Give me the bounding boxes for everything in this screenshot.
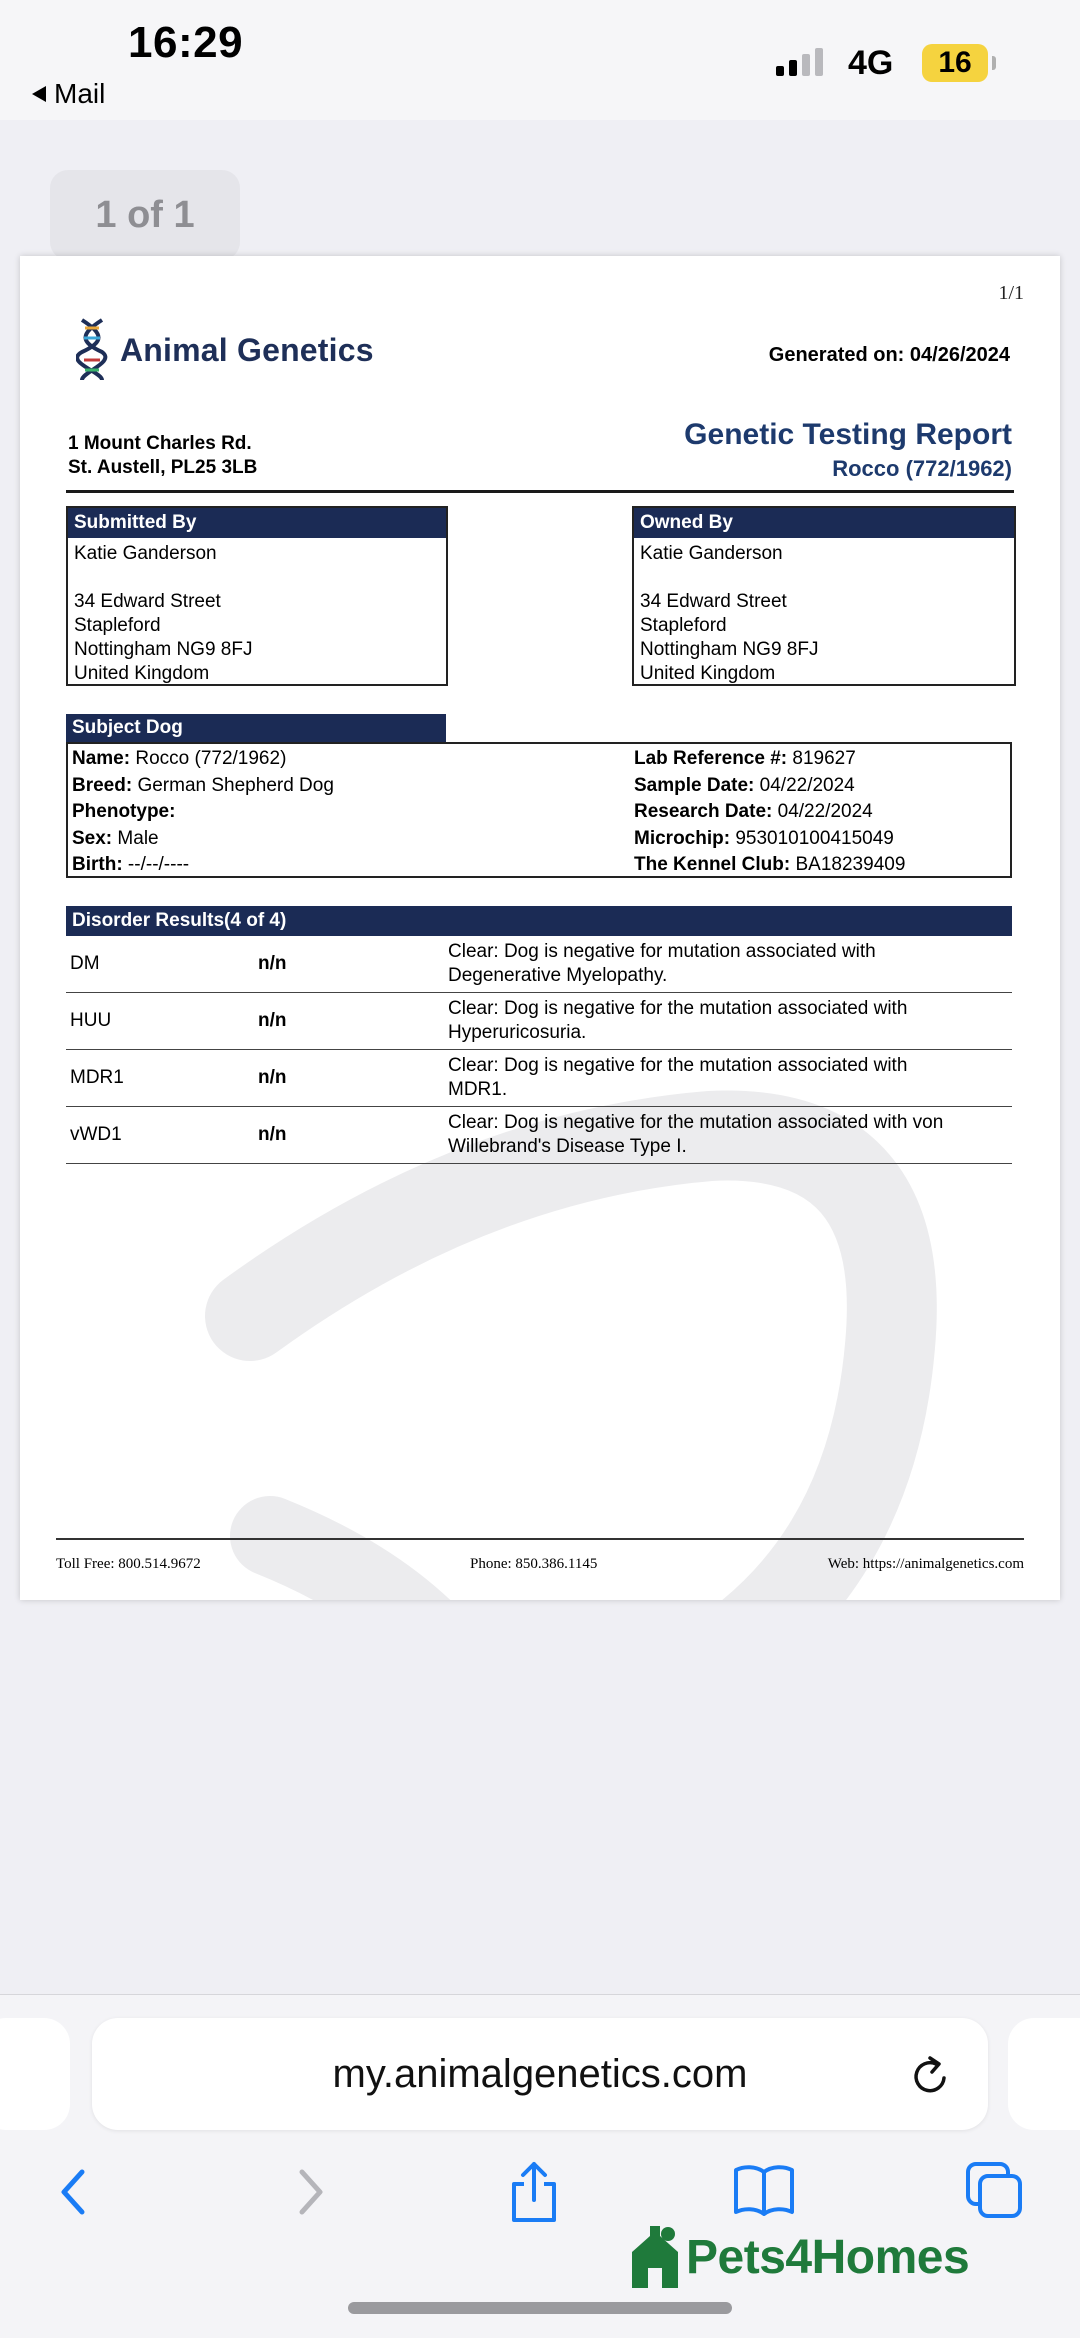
reload-icon[interactable] bbox=[906, 2052, 954, 2100]
home-indicator[interactable] bbox=[348, 2302, 732, 2314]
header-divider bbox=[66, 490, 1014, 493]
result-text: Clear: Dog is negative for mutation associated with Degenerative Myelopathy. bbox=[448, 941, 876, 986]
owner-address-line: 34 Edward Street bbox=[640, 591, 787, 612]
status-time: 16:29 bbox=[128, 18, 244, 67]
owned-by-heading: Owned By bbox=[634, 508, 1014, 538]
address-bar[interactable] bbox=[92, 2018, 988, 2130]
submitted-by-box bbox=[66, 506, 448, 686]
microchip-row: Microchip: 953010100415049 bbox=[634, 827, 894, 849]
submitter-address-line: 34 Edward Street bbox=[74, 591, 221, 612]
footer-phone: Phone: 850.386.1145 bbox=[470, 1556, 598, 1572]
disorder-code: DM bbox=[70, 953, 100, 974]
report-subtitle: Rocco (772/1962) bbox=[832, 456, 1012, 481]
subject-dog-box bbox=[66, 742, 1012, 878]
brand-logo bbox=[76, 316, 374, 384]
battery-icon: 16 bbox=[922, 44, 988, 82]
dog-phenotype-row: Phenotype: bbox=[72, 801, 176, 822]
signal-strength-icon bbox=[776, 48, 823, 76]
generated-date: Generated on: 04/26/2024 bbox=[768, 344, 1010, 366]
tabs-icon[interactable] bbox=[962, 2160, 1026, 2224]
forward-icon[interactable] bbox=[288, 2160, 332, 2224]
back-to-mail-link[interactable] bbox=[32, 78, 105, 110]
lab-address bbox=[68, 432, 257, 480]
disorder-results-table bbox=[66, 936, 1012, 1164]
lab-reference-row: Lab Reference #: 819627 bbox=[634, 748, 856, 769]
status-bar bbox=[0, 0, 1080, 120]
owner-address-line: Nottingham NG9 8FJ bbox=[640, 639, 819, 660]
result-text: Clear: Dog is negative for the mutation associated with von Willebrand's Disease Type I. bbox=[448, 1112, 944, 1157]
address-line: 1 Mount Charles Rd. bbox=[68, 433, 252, 454]
dog-sex-row: Sex: Male bbox=[72, 827, 159, 849]
submitted-by-heading: Submitted By bbox=[68, 508, 446, 538]
kennel-club-row: The Kennel Club: BA18239409 bbox=[634, 854, 906, 875]
share-icon[interactable] bbox=[504, 2160, 564, 2226]
url-text: my.animalgenetics.com bbox=[332, 2052, 748, 2096]
submitter-address-line: United Kingdom bbox=[74, 663, 210, 684]
table-row bbox=[66, 1050, 1012, 1107]
disorder-code: HUU bbox=[70, 1010, 112, 1031]
bookmarks-icon[interactable] bbox=[732, 2160, 796, 2220]
address-line: St. Austell, PL25 3LB bbox=[68, 457, 258, 478]
footer-divider bbox=[56, 1538, 1024, 1540]
brand-name: Animal Genetics bbox=[120, 331, 374, 368]
report-title: Genetic Testing Report bbox=[684, 418, 1012, 451]
table-row bbox=[66, 993, 1012, 1050]
disorder-code: vWD1 bbox=[70, 1124, 122, 1145]
disorder-results-heading: Disorder Results(4 of 4) bbox=[66, 906, 1012, 936]
pets4homes-logo-icon bbox=[628, 2222, 682, 2292]
owner-name: Katie Ganderson bbox=[640, 543, 783, 564]
dog-breed-row: Breed: German Shepherd Dog bbox=[72, 774, 334, 796]
subject-dog-heading: Subject Dog bbox=[66, 714, 446, 742]
table-row bbox=[66, 1107, 1012, 1164]
back-app-label: Mail bbox=[54, 78, 106, 109]
next-tab-preview[interactable] bbox=[1008, 2018, 1080, 2130]
submitter-address-line: Nottingham NG9 8FJ bbox=[74, 639, 253, 660]
genotype: n/n bbox=[258, 1067, 287, 1088]
pets4homes-watermark bbox=[628, 2222, 969, 2292]
footer-web: Web: https://animalgenetics.com bbox=[827, 1556, 1024, 1572]
pdf-page-indicator: 1 of 1 bbox=[50, 170, 240, 260]
back-arrow-icon bbox=[32, 86, 46, 102]
submitter-address-line: Stapleford bbox=[74, 615, 161, 636]
dog-name-row: Name: Rocco (772/1962) bbox=[72, 748, 287, 769]
pets4homes-text: Pets4Homes bbox=[686, 2230, 970, 2284]
footer-toll-free: Toll Free: 800.514.9672 bbox=[56, 1556, 201, 1572]
dog-birth-row: Birth: --/--/---- bbox=[72, 854, 190, 875]
genotype: n/n bbox=[258, 953, 287, 974]
disorder-code: MDR1 bbox=[70, 1067, 124, 1088]
research-date-row: Research Date: 04/22/2024 bbox=[634, 801, 873, 822]
battery-tip bbox=[992, 56, 996, 70]
back-icon[interactable] bbox=[52, 2160, 96, 2224]
result-text: Clear: Dog is negative for the mutation associated with MDR1. bbox=[448, 1055, 908, 1100]
owner-address-line: Stapleford bbox=[640, 615, 727, 636]
dna-helix-icon bbox=[76, 316, 108, 384]
network-type: 4G bbox=[848, 44, 894, 82]
table-row bbox=[66, 936, 1012, 993]
submitter-name: Katie Ganderson bbox=[74, 543, 217, 564]
genotype: n/n bbox=[258, 1124, 287, 1145]
sample-date-row: Sample Date: 04/22/2024 bbox=[634, 774, 855, 796]
result-text: Clear: Dog is negative for the mutation associated with Hyperuricosuria. bbox=[448, 998, 908, 1043]
genotype: n/n bbox=[258, 1010, 287, 1031]
previous-tab-preview[interactable] bbox=[0, 2018, 70, 2130]
owner-address-line: United Kingdom bbox=[640, 663, 776, 684]
owned-by-box bbox=[632, 506, 1016, 686]
pdf-page[interactable] bbox=[20, 256, 1060, 1600]
page-number: 1/1 bbox=[998, 282, 1024, 304]
